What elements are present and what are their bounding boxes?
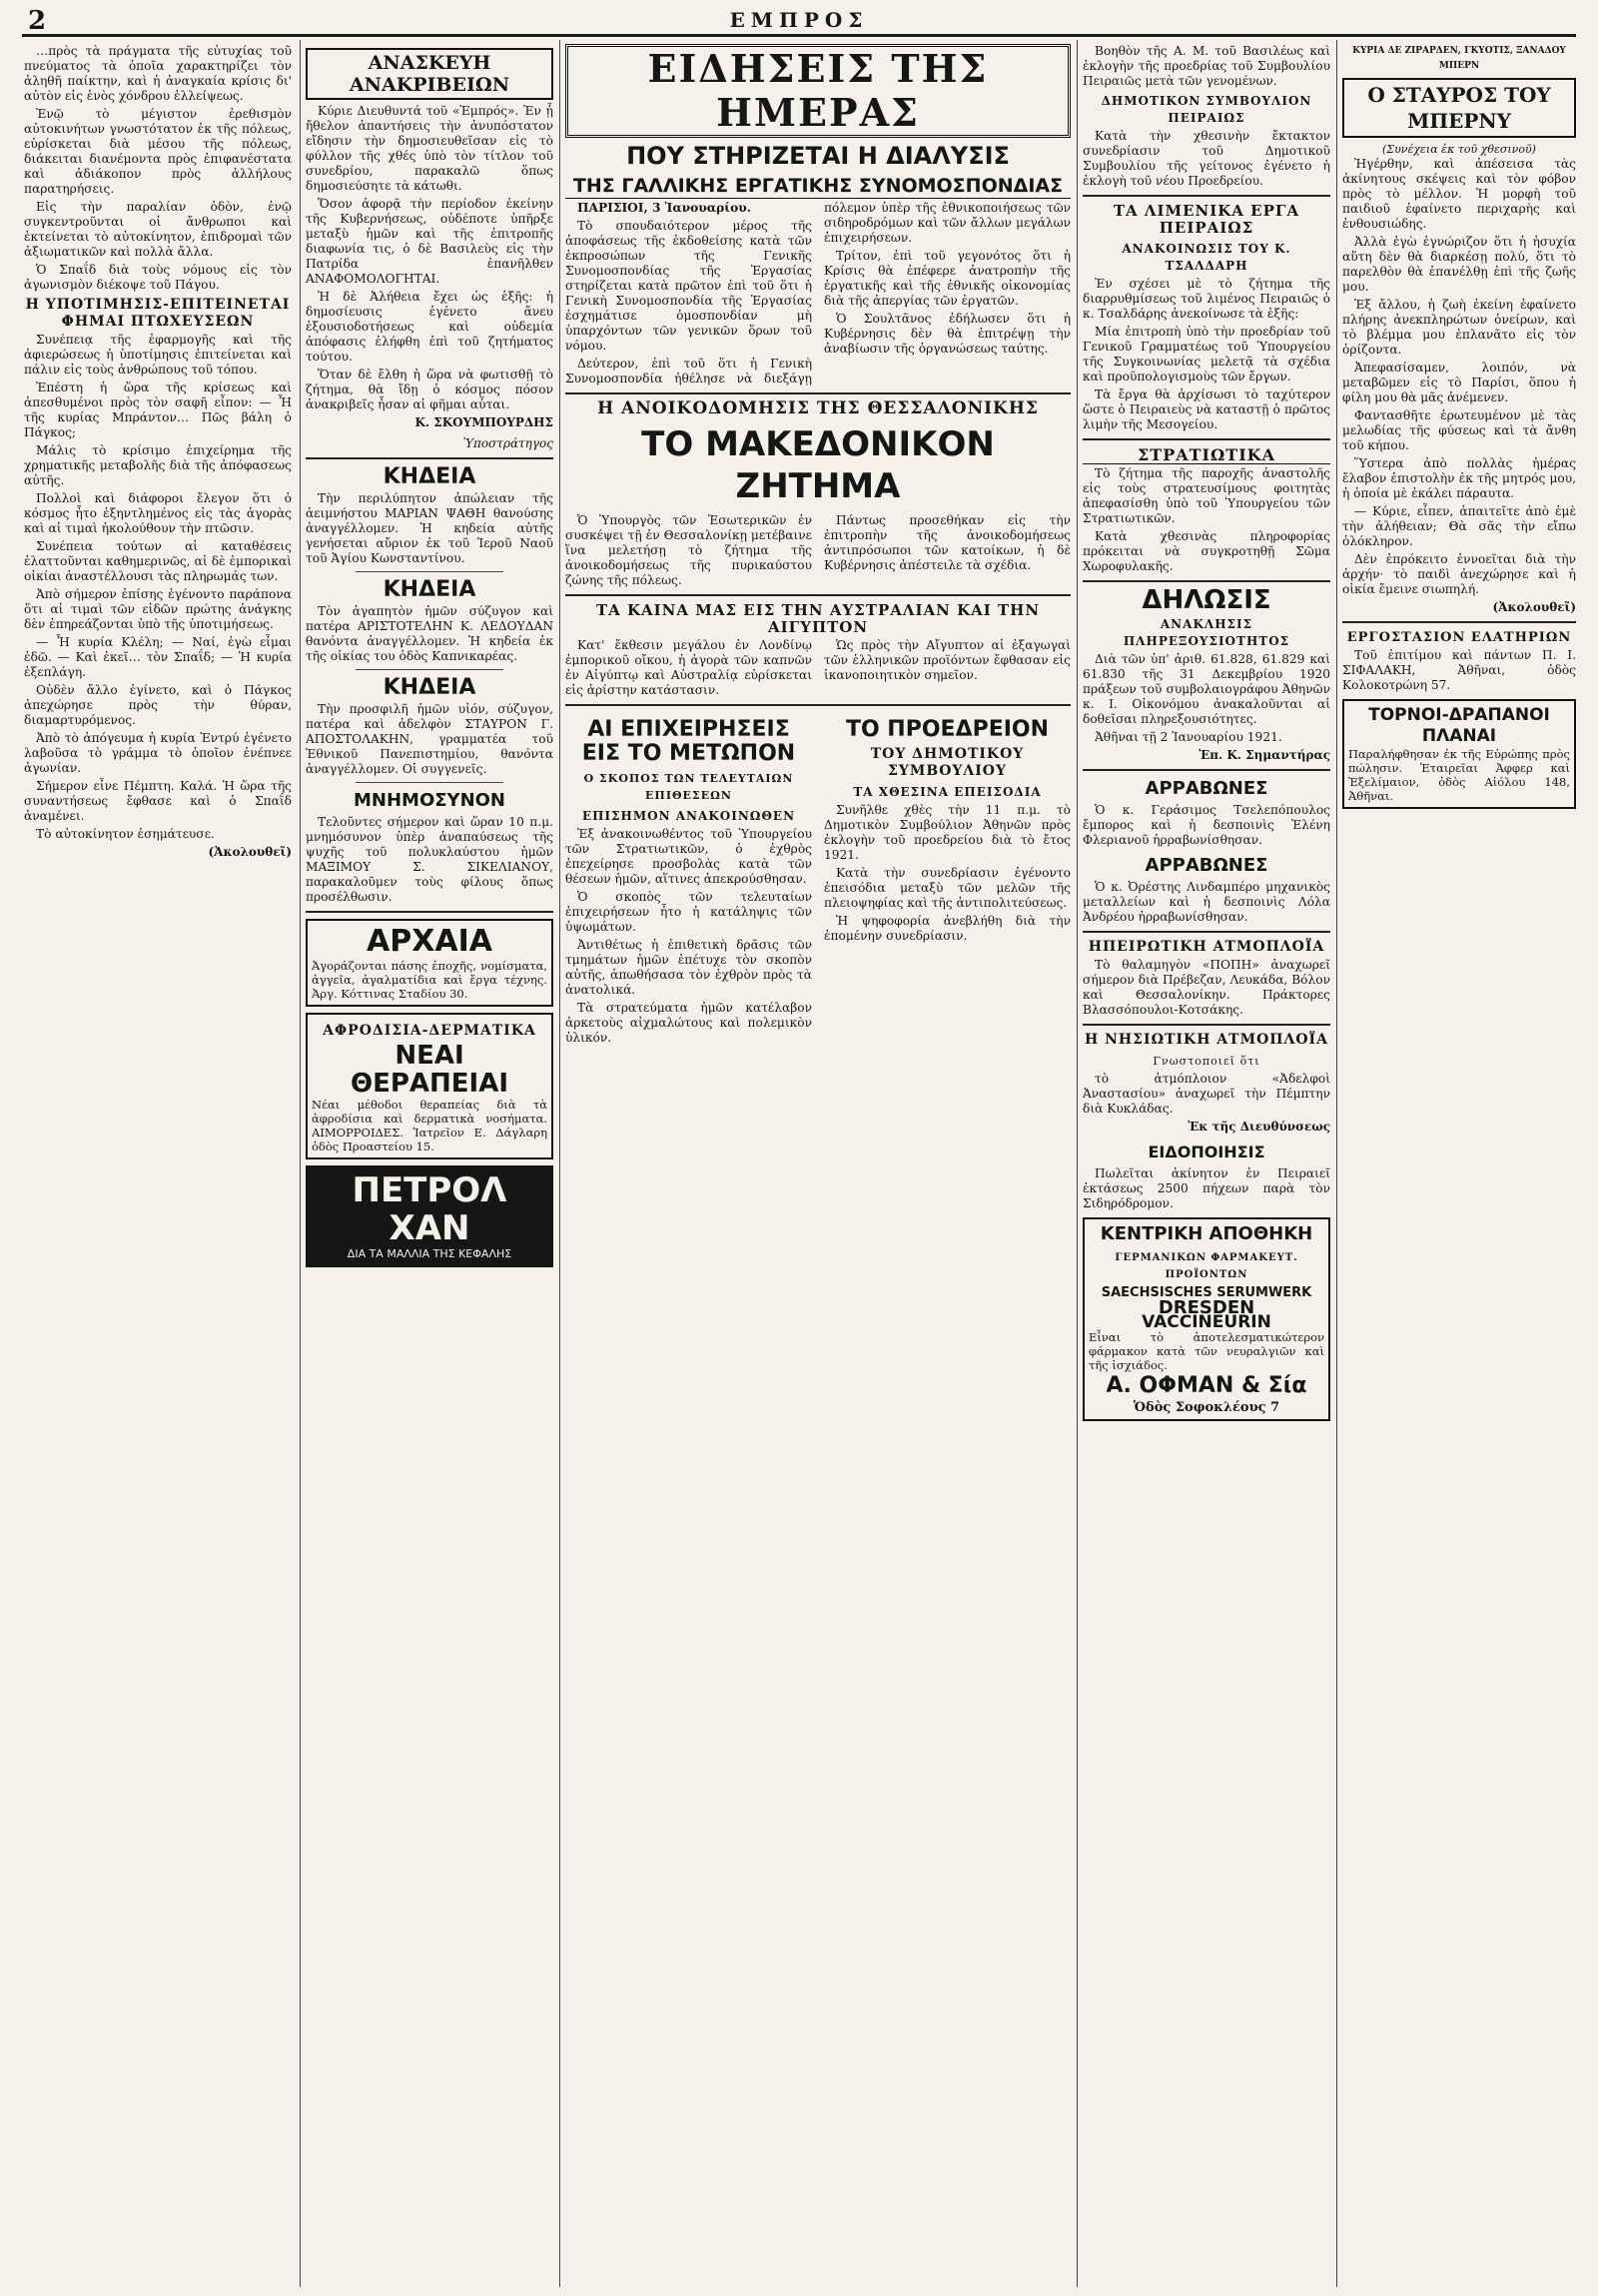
- memorial-text: Τελοῦντες σήμερον καὶ ὥραν 10 π.μ. μνημόσυνον ὑπὲρ ἀναπαύσεως τῆς ψυχῆς τοῦ πολυκλαύστου ἡμῶν ΜΑΞΙΜΟΥ Σ. ΣΙΚΕΛΙΑΝΟΥ, παρακαλοῦμεν τοὺς φίλους ὅπως προσέλθωσιν.: [306, 815, 553, 904]
- headline: ΤΑ ΚΑΙΝΑ ΜΑΣ ΕΙΣ ΤΗΝ ΑΥΣΤΡΑΛΙΑΝ ΚΑΙ ΤΗΝ ΑΙΓΥΠΤΟΝ: [595, 601, 1041, 636]
- divider: [565, 392, 1071, 394]
- front-report: [565, 712, 812, 1049]
- paragraph: Ἀλλὰ ἐγὼ ἐγνώριζον ὅτι ἡ ἡσυχία αὕτη δὲν θὰ διαρκέσῃ πολύ, ὅτι τὸ παρελθὸν θὰ ἐπανέλθῃ ἐπὶ τῆς ζωῆς μου.: [1342, 235, 1576, 294]
- subheadline: ΑΝΑΚΛΗΣΙΣ ΠΛΗΡΕΞΟΥΣΙΟΤΗΤΟΣ: [1123, 617, 1290, 648]
- paragraph: Ἀπεφασίσαμεν, λοιπόν, νὰ μεταβῶμεν εἰς τὸ Παρίσι, ὅπου ἡ φίλη μου θὰ μᾶς ἀνέμενεν.: [1342, 361, 1576, 404]
- ad-address: Ὁδὸς Σοφοκλέους 7: [1133, 1400, 1280, 1415]
- paragraph: Ἀπὸ σήμερον ἐπίσης ἐγένοντο παράπονα ὅτι αἱ τιμαὶ τῶν εἰδῶν πρώτης ἀνάγκης δὲν ἐπηρεάζονται ὑπὸ τῆς ὑποτιμήσεως.: [24, 587, 292, 631]
- dateline: ΠΑΡΙΣΙΟΙ, 3 Ἰανουαρίου.: [577, 201, 751, 215]
- ad-tornoi: [1342, 699, 1576, 809]
- paragraph: Ἐν σχέσει μὲ τὸ ζήτημα τῆς διαρρυθμίσεως τοῦ λιμένος Πειραιῶς ὁ κ. Τσαλδάρης ἀνεκοίνωσε τὰ ἑξῆς:: [1083, 277, 1330, 321]
- obituary-text: Τὴν προσφιλῆ ἡμῶν υἱόν, σύζυγον, πατέρα καὶ ἀδελφὸν ΣΤΑΥΡΟΝ Γ. ΑΠΟΣΤΟΛΑΚΗΝ, γραμματέα τοῦ Ἐθνικοῦ Πανεπιστημίου, θανόντα ἀναγγέλλομεν. Οἱ συγγενεῖς.: [306, 702, 553, 776]
- paragraph: Ὅσον ἀφορᾷ τὴν περίοδον ἐκείνην τῆς Κυβερνήσεως, οὐδέποτε ὑπῆρξε μεταξὺ ἡμῶν καὶ τῆς ἐπιτροπῆς διαφωνία τις, ὁ δὲ Βασιλεὺς εἰς τὴν Πατρίδα ἐπανῆλθεν ΑΝΑΦΟΜΟΛΟΓΗΤΑΙ.: [306, 197, 553, 286]
- divider: [356, 782, 504, 783]
- paragraph: Συνέπειᾳ τῆς ἐφαρμογῆς καὶ τῆς ἀφιερώσεως ἡ ὑποτίμησις ἐπιτείνεται καὶ πάλιν εἰς τοὺς ἀνθρώπους τοῦ τόπου.: [24, 333, 292, 377]
- column-4: [1083, 44, 1330, 2286]
- continued-note: (Ἀκολουθεῖ): [1492, 600, 1576, 614]
- divider: [1083, 931, 1330, 933]
- paragraph: Τὸ ζήτημα τῆς παροχῆς ἀναστολῆς εἰς τοὺς στρατευσίμους φοιτητὰς ἀπεφασίσθη ὑπὸ τοῦ Ὑπουργείου τῶν Στρατιωτικῶν.: [1083, 466, 1330, 525]
- ad-subtitle: ΑΦΡΟΔΙΣΙΑ-ΔΕΡΜΑΤΙΚΑ: [323, 1023, 536, 1039]
- newspaper-title: ΕΜΠΡΟΣ: [729, 8, 869, 32]
- serial-continuation: (Συνέχεια ἐκ τοῦ χθεσινοῦ): [1382, 143, 1536, 156]
- continued-note: (Ἀκολουθεῖ): [208, 845, 292, 859]
- ad-subtitle: ΓΕΡΜΑΝΙΚΩΝ ΦΑΡΜΑΚΕΥΤ. ΠΡΟΪΟΝΤΩΝ: [1115, 1252, 1298, 1280]
- ad-product: VACCINEURIN: [1142, 1312, 1271, 1332]
- article-body: [565, 638, 1071, 698]
- paragraph: Ὁ σκοπὸς τῶν τελευταίων ἐπιχειρήσεων ἦτο ἡ κατάληψις τῶν ὑψωμάτων.: [565, 890, 812, 934]
- divider: [356, 571, 504, 572]
- paragraph: Διὰ τῶν ὑπ' ἀριθ. 61.828, 61.829 καὶ 61.830 τῆς 31 Δεκεμβρίου 1920 πράξεων τοῦ συμβολαιογράφου Ἀθηνῶν κ. Ι. Οἰκονόμου ἀνακαλοῦνται αἱ δοθεῖσαι πληρεξουσιότητες.: [1083, 652, 1330, 726]
- paragraph: Ἡ ψηφοφορία ἀνεβλήθη διὰ τὴν ἐπομένην συνεδρίασιν.: [824, 914, 1071, 943]
- paragraph: Μία ἐπιτροπὴ ὑπὸ τὴν προεδρίαν τοῦ Γενικοῦ Γραμματέως τοῦ Ὑπουργείου τῆς Συγκοινωνίας μελετᾷ τὰ σχέδια καὶ προϋπολογισμοὺς τῶν ἔργων.: [1083, 325, 1330, 383]
- subheadline: Ο ΣΚΟΠΟΣ ΤΩΝ ΤΕΛΕΥΤΑΙΩΝ ΕΠΙΘΕΣΕΩΝ: [583, 772, 794, 802]
- paragraph: Ἐνῷ τὸ μέγιστον ἐρεθισμὸν αὐτοκινήτων γνωστότατον ἐκ τῆς πόλεως, εὑρίσκεται διὰ μέσου τῆς πόλεως, διάκειται διανέμοντα πρὸς ἐπιφανέστατα καὶ ἀδιάκοπον πρὸς ἀλλήλους παρατηρήσεις.: [24, 107, 292, 196]
- headline-anaskevi: ΑΝΑΣΚΕΥΗ ΑΝΑΚΡΙΒΕΙΩΝ: [306, 48, 553, 100]
- paragraph: Συνῆλθε χθὲς τὴν 11 π.μ. τὸ Δημοτικὸν Συμβούλιον Ἀθηνῶν πρὸς ἐκλογὴν τοῦ προεδρείου διὰ τὸ ἔτος 1921.: [824, 803, 1071, 862]
- divider: [306, 457, 553, 459]
- headline: ΤΟ ΠΡΟΕΔΡΕΙΟΝ: [845, 717, 1050, 742]
- ad-title: ΠΕΤΡΟΛ ΧΑΝ: [352, 1170, 507, 1248]
- paragraph: Ἐπέστη ἡ ὥρα τῆς κρίσεως καὶ ἀπεσθυμένοι πρὸς τὸν σαφῆ εἶπον: — Ἧ τῆς κυρίας Μπράντον… Πῶς βάλη ὁ Πάγκος;: [24, 381, 292, 439]
- paragraph: Κατὰ χθεσινὰς πληροφορίας πρόκειται νὰ συγκροτηθῇ Σῶμα Χωροφυλακῆς.: [1083, 529, 1330, 573]
- paragraph: Δεύτερον, ἐπὶ τοῦ ὅτι ἡ Γενικὴ Συνομοσπονδία ἠθέλησε νὰ διεξάγῃ πόλεμον ὑπὲρ τῆς ἐθνικοποιήσεως τῶν σιδηροδρόμων καὶ τῶν ἄλλων μεγάλων ἐπιχειρήσεων.: [565, 201, 1071, 385]
- paragraph: Μάλις τὸ κρίσιμο ἐπιχείρημα τῆς χρηματικῆς μεταβολῆς διὰ τῆς ἀπόφασεως αὐτῆς.: [24, 443, 292, 487]
- divider: [1342, 621, 1576, 623]
- divider: [1083, 195, 1330, 197]
- divider: [356, 669, 504, 670]
- divider: [565, 594, 1071, 596]
- headline: ΔΗΜΟΤΙΚΟΝ ΣΥΜΒΟΥΛΙΟΝ ΠΕΙΡΑΙΩΣ: [1101, 94, 1312, 125]
- serial-topline: ΚΥΡΙΑ ΔΕ ΖΙΡΑΡΔΕΝ, ΓΚΥΟΤΙΣ, ΞΑΝΑΔΟΥ ΜΠΕΡΝ: [1352, 46, 1566, 71]
- two-column-section: [565, 712, 1071, 1049]
- signature: Ἐκ τῆς Διευθύνσεως: [1188, 1120, 1330, 1134]
- paragraph: …πρὸς τὰ πράγματα τῆς εὐτυχίας τοῦ πνεύματος τὰ ὁποῖα χαρακτηρίζει τὸν ἀληθῆ παίκτην, καὶ ἡ ἀναγκαία κρίσις δι' αὐτὸν εἰς ἑνὸς χόνδρου ἐλλείψεως.: [24, 44, 292, 103]
- ad-vaccineurin: [1083, 1217, 1330, 1421]
- page-number: 2: [28, 6, 47, 36]
- paragraph: Κύριε Διευθυντά τοῦ «Ἐμπρός». Ἐν ᾗ ἤθελον ἀπαντήσεις τὴν ἀνυπόστατον εἴδησιν τὴν δημοσιευθεῖσαν εἰς τὸ φύλλον τῆς χθές ὑπὸ τὸν τίτλον τοῦ συνεδρίου, παρακαλῶ ὅπως δημοσιεύσητε τὰ κάτωθι.: [306, 104, 553, 193]
- paragraph: Συνέπεια τούτων αἱ καταθέσεις ἐλαττοῦνται καθημερινῶς, αἱ δὲ ἐμπορικαὶ οἰκίαι ἀναστέλλουσι τὰς πληρωμάς των.: [24, 539, 292, 583]
- paragraph: Ἡ δὲ Ἀλήθεια ἔχει ὡς ἑξῆς: ἡ δημοσίευσις ἐγένετο ἄνευ ἐξουσιοδοτήσεως καὶ οὐδεμία ἀπόφασις ἐλήφθη ἐπὶ τοῦ ζητήματος τούτου.: [306, 290, 553, 364]
- paragraph: Δὲν ἐπρόκειτο ἐννοεῖται διὰ τὴν ἀρχήν· τὸ παιδὶ ἀνεχώρησε καὶ ἡ οἰκία ἔμεινε σιωπηλή.: [1342, 552, 1576, 596]
- paragraph: Τὰ στρατεύματα ἡμῶν κατέλαβον ἀρκετοὺς αἰχμαλώτους καὶ πολεμικὸν ὑλικόν.: [565, 1001, 812, 1045]
- paragraph: Ἠγέρθην, καὶ ἀπέσεισα τὰς ἀκίνητους σκέψεις καὶ τὸν φόβον πρὸς τὸ μέλλον. Ἡ μορφὴ τοῦ παιδιοῦ ἐφαίνετο περιχαρὴς καὶ ἐνθουσιώδης.: [1342, 157, 1576, 231]
- column-rule: [300, 40, 301, 2287]
- headline: ΑΙ ΕΠΙΧΕΙΡΗΣΕΙΣ ΕΙΣ ΤΟ ΜΕΤΩΠΟΝ: [581, 717, 796, 766]
- paragraph: Τὸ θαλαμηγὸν «ΠΟΠΗ» ἀναχωρεῖ σήμερον διὰ Πρέβεζαν, Λευκάδα, Βόλον καὶ Θεσσαλονίκην. Πράκτορες Βλασσόπουλοι-Κοτσάκης.: [1083, 958, 1330, 1017]
- paragraph: Κατ' ἔκθεσιν μεγάλου ἐν Λονδίνῳ ἐμπορικοῦ οἴκου, ἡ ἀγορὰ τῶν καπνῶν ἐν Αἰγύπτῳ καὶ Αὐστραλίᾳ εὑρίσκεται εἰς ἀρίστην κατάστασιν.: [565, 638, 812, 697]
- ad-body: Νέαι μέθοδοι θεραπείας διὰ τὰ ἀφροδίσια καὶ δερματικὰ νοσήματα. ΑΙΜΟΡΡΟΙΔΕΣ. Ἰατρεῖον Ε. Δάγλαρη ὁδὸς Προαστείου 15.: [312, 1098, 547, 1153]
- paragraph: Κατὰ τὴν χθεσινὴν ἔκτακτον συνεδρίασιν τοῦ Δημοτικοῦ Συμβουλίου τῆς γείτονος ἐγένετο ἡ ἐκλογὴ τοῦ νέου Προεδρείου.: [1083, 129, 1330, 188]
- divider: [565, 704, 1071, 706]
- signature-role: Ὑποστράτηγος: [462, 436, 553, 450]
- paragraph: Κατὰ τὴν συνεδρίασιν ἐγένοντο ἐπεισόδια μεταξὺ τῶν μελῶν τῆς πλειοψηφίας καὶ τῆς ἀντιπολιτεύσεως.: [824, 866, 1071, 910]
- paragraph: Ἀθῆναι τῇ 2 Ἰανουαρίου 1921.: [1095, 730, 1282, 744]
- paragraph: Ἐξ ἀνακοινωθέντος τοῦ Ὑπουργείου τῶν Στρατιωτικῶν, ὁ ἐχθρὸς ἐπεχείρησε προσβολὰς κατὰ τῶν θέσεων ἡμῶν, αἵτινες ἀπεκρούσθησαν.: [565, 827, 812, 886]
- subheadline: ΤΑ ΧΘΕΣΙΝΑ ΕΠΕΙΣΟΔΙΑ: [853, 785, 1042, 799]
- headline: ΑΡΡΑΒΩΝΕΣ: [1145, 855, 1268, 876]
- article-body: [565, 201, 1071, 386]
- column-3: [565, 44, 1071, 2286]
- paragraph: Ἀντιθέτως ἡ ἐπιθετικὴ δρᾶσις τῶν τμημάτων ἡμῶν ἐπέτυχε τὸν σκοπὸν αὐτῆς, ἀπωθήσασα τὸν ἐχθρὸν πρὸς τὰ ἀνατολικά.: [565, 938, 812, 997]
- divider: [306, 911, 553, 913]
- signature: Ἐπ. Κ. Σημαντήρας: [1198, 748, 1330, 762]
- obituary-text: Τὴν περιλύπητον ἀπώλειαν τῆς ἀειμνήστου ΜΑΡΙΑΝ ΨΑΘΗ θανούσης ἀναγγέλλομεν. Ἡ κηδεία αὐτῆς γενήσεται αὔριον ἐκ τοῦ Ἱεροῦ Ναοῦ τοῦ Ἁγίου Κωνσταντίνου.: [306, 491, 553, 565]
- column-2: [306, 44, 553, 2286]
- column-rule: [1077, 40, 1078, 2287]
- paragraph: Τὸ σπουδαιότερον μέρος τῆς ἀποφάσεως τῆς ἐκδοθείσης κατὰ τῶν ἐκπροσώπων τῆς Γενικῆς Συνομοσπονδίας τῆς Ἐργασίας στηρίζεται κατὰ πρῶτον ἐπὶ τοῦ ὅτι ἡ Γενικὴ Συνομοσπονδία τῆς Ἐργασίας ἐσχημάτισε ὁμοσπονδίαν μὴ ὑπαρχόντων τῶν γενικῶν ὅρων τοῦ νόμου.: [565, 219, 812, 353]
- paragraph: Σήμερον εἶνε Πέμπτη. Καλά. Ἡ ὥρα τῆς συναντήσεως ἔφθασε καὶ ὁ Σπαΐδ ἀναμένει.: [24, 779, 292, 823]
- council-report: [824, 712, 1071, 1049]
- obituary-title: ΚΗΔΕΙΑ: [383, 464, 476, 489]
- headline-large: ΤΟ ΜΑΚΕΔΟΝΙΚΟΝ ΖΗΤΗΜΑ: [641, 424, 995, 506]
- serial-title: Ο ΣΤΑΥΡΟΣ ΤΟΥ ΜΠΕΡΝΥ: [1342, 78, 1576, 138]
- ad-agent: Α. ΟΦΜΑΝ & Σία: [1106, 1373, 1307, 1398]
- paragraph: Ὁ κ. Ὀρέστης Λινδαμπέρο μηχανικὸς μεταλλείων καὶ ἡ δεσποινὶς Λόλα Ἀνδρέου ἠρραβωνίσθησαν.: [1083, 880, 1330, 924]
- paragraph: Ὁ Σπαΐδ διὰ τοὺς νόμους εἰς τὸν ἀγωνισμὸν διέκοψε τοῦ Πάγου.: [24, 263, 292, 292]
- headline: ΠΟΥ ΣΤΗΡΙΖΕΤΑΙ Η ΔΙΑΛΥΣΙΣ: [626, 142, 1010, 170]
- paragraph: Ὕστερα ἀπὸ πολλὰς ἡμέρας ἔλαβον ἐπιστολὴν ἐκ τῆς μητρός μου, ἡ ὁποία μὲ ἐκάλει πάραυτα.: [1342, 456, 1576, 500]
- subheadline: Γνωστοποιεῖ ὅτι: [1153, 1055, 1260, 1068]
- obituary-text: Τὸν ἀγαπητὸν ἡμῶν σύζυγον καὶ πατέρα ΑΡΙΣΤΟΤΕΛΗΝ Κ. ΛΕΔΟΥΔΑΝ θανόντα ἀναγγέλλομεν. Ἡ κηδεία ἐκ τῆς οἰκίας του ὁδὸς Καπνικαρέας.: [306, 604, 553, 663]
- ad-city: DRESDEN: [1158, 1297, 1255, 1318]
- divider: [1083, 580, 1330, 582]
- paragraph: Πολλοὶ καὶ διάφοροι ἔλεγον ὅτι ὁ κόσμος ἦτο ἐξηντλημένος εἰς τὰς ἀγορὰς καὶ αἱ τιμαὶ ἠκολούθουν τὴν πτῶσιν.: [24, 491, 292, 535]
- paragraph: Ἐξ ἄλλου, ἡ ζωὴ ἐκείνη ἐφαίνετο πλήρης ἀνεκπληρώτων ὀνείρων, καὶ τὸ βλέμμα μου ἐπλανᾶτο εἰς τὸν ὁρίζοντα.: [1342, 298, 1576, 357]
- subheadline: ΤΟΥ ΔΗΜΟΤΙΚΟΥ ΣΥΜΒΟΥΛΙΟΥ: [870, 746, 1025, 779]
- ad-body: Ἀγοράζονται πάσης ἐποχῆς, νομίσματα, ἀγγεῖα, ἀγαλματίδια καὶ ἔργα τέχνης. Ἀργ. Κόττινας Σταδίου 30.: [312, 959, 547, 1001]
- ad-body: Εἶναι τὸ ἀποτελεσματικώτερον φάρμακον κατὰ τῶν νευραλγιῶν καὶ τῆς ἰσχιάδος.: [1089, 1330, 1324, 1372]
- ad-title: ΝΕΑΙ ΘΕΡΑΠΕΙΑΙ: [350, 1041, 509, 1099]
- paragraph: Ὡς πρὸς τὴν Αἴγυπτον αἱ ἐξαγωγαὶ τῶν ἑλληνικῶν προϊόντων ἔφθασαν εἰς ἱκανοποιητικὸν σημεῖον.: [824, 638, 1071, 682]
- paragraph: Τὰ ἔργα θὰ ἀρχίσωσι τὸ ταχύτερον ὥστε ὁ Πειραιεὺς νὰ καταστῇ ὁ πρῶτος λιμὴν τῆς Μεσογείου.: [1083, 387, 1330, 431]
- headline: Η ΑΝΟΙΚΟΔΟΜΗΣΙΣ ΤΗΣ ΘΕΣΣΑΛΟΝΙΚΗΣ: [597, 398, 1039, 418]
- ad-brand: SAECHSISCHES SERUMWERK: [1101, 1285, 1312, 1300]
- paragraph: Εἰς τὴν παραλίαν ὁδὸν, ἐνῷ συγκεντροῦνται οἱ ἄνθρωποι καὶ ἐκτείνεται τὸ αὐτοκίνητον, ἐπιδρομαὶ τῶν ἀξιωματικῶν καὶ πολλὰ ἄλλα.: [24, 200, 292, 259]
- column-1: [24, 44, 292, 2286]
- headline: Η ΝΗΣΙΩΤΙΚΗ ΑΤΜΟΠΛΟΪΑ: [1085, 1032, 1328, 1048]
- ad-title: ΤΟΡΝΟΙ-ΔΡΑΠΑΝΟΙ ΠΛΑΝΑΙ: [1368, 705, 1550, 746]
- subheadline: ΤΗΣ ΓΑΛΛΙΚΗΣ ΕΡΓΑΤΙΚΗΣ ΣΥΝΟΜΟΣΠΟΝΔΙΑΣ: [565, 174, 1071, 199]
- headline: ΗΠΕΙΡΩΤΙΚΗ ΑΤΜΟΠΛΟΪΑ: [1088, 939, 1325, 955]
- paragraph: τὸ ἀτμόπλοιον «Ἀδελφοὶ Ἀναστασίου» ἀναχωρεῖ τὴν Πέμπτην διὰ Κυκλάδας.: [1083, 1072, 1330, 1116]
- column-5: [1342, 44, 1576, 2286]
- paragraph: Πάντως προσεθήκαν εἰς τὴν ἐπιτροπὴν τῆς ἀνοικοδομήσεως ἀντιπρόσωποι τῶν κατοίκων, ἡ δὲ Κυβέρνησις ἀπέστειλε τὰ σχέδια.: [824, 513, 1071, 572]
- divider: [1083, 769, 1330, 771]
- paragraph: Ὁ Σουλτᾶνος ἐδήλωσεν ὅτι ἡ Κυβέρνησις δὲν θὰ ἐπιτρέψῃ τὴν ἀναβίωσιν τῆς ὀργανώσεως ταύτης.: [824, 312, 1071, 356]
- ad-body: Παραλήφθησαν ἐκ τῆς Εὐρώπης πρὸς πώλησιν. Ἐταιρεῖαι Ἀφφερ καὶ Ἐξελίμαιον, ὁδὸς Αἰόλου 148, Ἀθῆναι.: [1348, 747, 1570, 803]
- headline: ΕΙΔΟΠΟΙΗΣΙΣ: [1148, 1143, 1265, 1161]
- headline: ΑΡΡΑΒΩΝΕΣ: [1145, 778, 1268, 799]
- headline: ΤΑ ΛΙΜΕΝΙΚΑ ΕΡΓΑ ΠΕΙΡΑΙΩΣ: [1113, 202, 1300, 237]
- paragraph: Πωλεῖται ἀκίνητον ἐν Πειραιεῖ ἐκτάσεως 2500 πήχεων παρὰ τὸν Σιδηρόδρομον.: [1083, 1166, 1330, 1210]
- ad-title: ΚΕΝΤΡΙΚΗ ΑΠΟΘΗΚΗ: [1100, 1223, 1313, 1244]
- ad-subtitle: ΔΙΑ ΤΑ ΜΑΛΛΙΑ ΤΗΣ ΚΕΦΑΛΗΣ: [347, 1247, 512, 1260]
- paragraph: Βοηθὸν τῆς Α. Μ. τοῦ Βασιλέως καὶ ἐκλογὴν τῆς προεδρίας τοῦ Συμβουλίου Πειραιῶς μετὰ τῶν γενομένων.: [1083, 44, 1330, 88]
- divider: [1083, 1024, 1330, 1026]
- paragraph: Ὅταν δὲ ἔλθη ἡ ὥρα νὰ φωτισθῇ τὸ ζήτημα, θὰ ἴδῃ ὁ κόσμος πόσον ἀνακριβεῖς ἦσαν αἱ φῆμαι αὗται.: [306, 368, 553, 411]
- ad-body: Τοῦ ἐπιτίμου καὶ πάντων Π. Ι. ΣΙΦΑΛΑΚΗ, Ἀθῆναι, ὁδὸς Κολοκοτρώνη 57.: [1342, 648, 1576, 692]
- divider: [1083, 438, 1330, 440]
- ad-title: ΕΡΓΟΣΤΑΣΙΟΝ ΕΛΑΤΗΡΙΩΝ: [1346, 630, 1572, 645]
- headline: ΣΤΡΑΤΙΩΤΙΚΑ: [1083, 446, 1330, 464]
- ad-dermatika: [306, 1013, 553, 1159]
- column-rule: [559, 40, 560, 2287]
- ad-archaia: [306, 919, 553, 1007]
- paragraph: Τὸ αὐτοκίνητον ἐσημάτευσε.: [36, 827, 215, 841]
- ad-title: ΑΡΧΑΙΑ: [367, 924, 492, 959]
- section-banner: ΕΙΔΗΣΕΙΣ ΤΗΣ ΗΜΕΡΑΣ: [565, 44, 1071, 138]
- section-heading: Η ΥΠΟΤΙΜΗΣΙΣ-ΕΠΙΤΕΙΝΕΤΑΙ ΦΗΜΑΙ ΠΤΩΧΕΥΣΕΩΝ: [25, 297, 291, 330]
- paragraph: Οὐδὲν ἄλλο ἐγίνετο, καὶ ὁ Πάγκος ἀπεχώρησε πρὸς τὴν θύραν, διαμαρτυρόμενος.: [24, 683, 292, 727]
- masthead: [22, 8, 1576, 37]
- paragraph: Ὁ κ. Γεράσιμος Τσελεπόπουλος ἔμπορος καὶ ἡ δεσποινὶς Ἑλένη Φλεριανοῦ ἠρραβωνίσθησαν.: [1083, 803, 1330, 847]
- ad-petrol-xan: [306, 1165, 553, 1267]
- paragraph: Ἀπὸ τὸ ἀπόγευμα ἡ κυρία Ἐντρύ ἐγένετο λαβοῦσα τὸ γράμμα τὸ ὁποῖον ἐνέπνεε ἀγωνίαν.: [24, 731, 292, 775]
- article-body: [565, 513, 1071, 588]
- signature: Κ. ΣΚΟΥΜΠΟΥΡΔΗΣ: [414, 415, 553, 429]
- headline: ΔΗΛΩΣΙΣ: [1142, 585, 1271, 615]
- obituary-title: ΚΗΔΕΙΑ: [383, 577, 476, 602]
- paragraph: — Ἧ κυρία Κλέλη; — Ναί, ἐγὼ εἶμαι ἐδῶ. — Καὶ ἐκεῖ… τὸν Σπαΐδ; — Ἡ κυρία ἐξεπλάγη.: [24, 635, 292, 679]
- paragraph: Τρίτον, ἐπὶ τοῦ γεγονότος ὅτι ἡ Κρίσις θὰ ἐπέφερε ἀνατροπὴν τῆς ἐργατικῆς καὶ τῆς ἐθνικῆς οἰκονομίας διὰ τῆς ἀπεργίας τῶν ἐργατῶν.: [824, 249, 1071, 308]
- subheadline: ΕΠΙΣΗΜΟΝ ΑΝΑΚΟΙΝΩΘΕΝ: [581, 809, 796, 823]
- paragraph: Φαντασθῆτε ἐρωτευμένον μὲ τὰς μελωδίας τῆς φύσεως καὶ τὰ ἄνθη τοῦ κήπου.: [1342, 408, 1576, 452]
- column-rule: [1336, 40, 1337, 2287]
- paragraph: Ὁ Ὑπουργὸς τῶν Ἐσωτερικῶν ἐν συσκέψει τῇ ἐν Θεσσαλονίκῃ μετέβαινε ἵνα μελετήσῃ τὸ ζήτημα τῆς ἀνοικοδομήσεως τῆς πυρικαύστου ζώνης τῆς πόλεως.: [565, 513, 812, 587]
- obituary-title: ΚΗΔΕΙΑ: [383, 675, 476, 700]
- memorial-title: ΜΝΗΜΟΣΥΝΟΝ: [353, 790, 505, 811]
- paragraph: — Κύριε, εἶπεν, ἀπαιτεῖτε ἀπὸ ἐμὲ τὴν ἀλήθειαν; Θὰ σᾶς τὴν εἴπω ὁλόκληρον.: [1342, 504, 1576, 548]
- subheadline: ΑΝΑΚΟΙΝΩΣΙΣ ΤΟΥ Κ. ΤΣΑΛΔΑΡΗ: [1122, 242, 1291, 273]
